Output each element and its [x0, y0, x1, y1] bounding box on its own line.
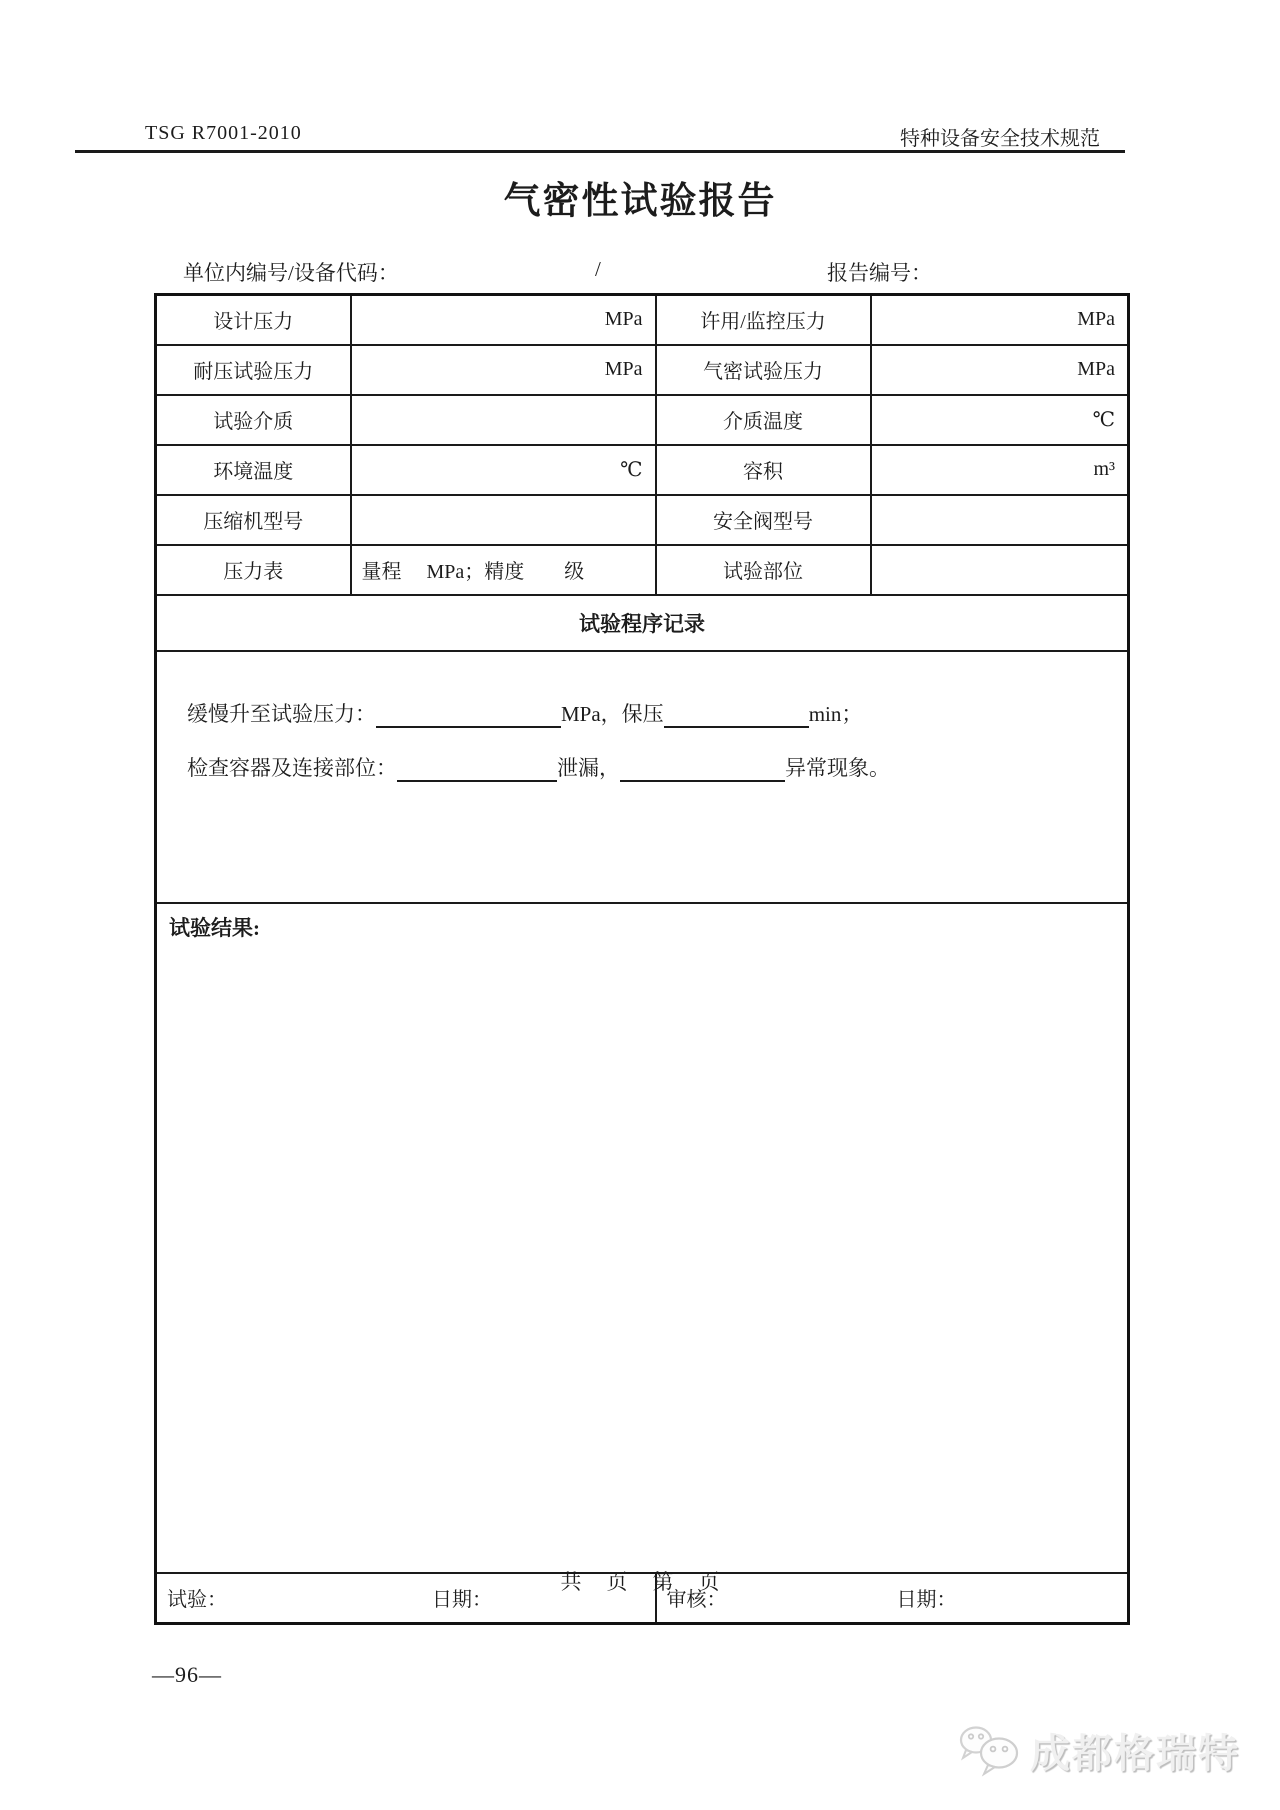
procedure-line2-part1: 检查容器及连接部位： — [187, 755, 397, 780]
field-value-test-location — [871, 545, 1129, 595]
procedure-line2-part3: 异常现象。 — [785, 755, 890, 780]
field-label-safety-valve-model: 安全阀型号 — [656, 495, 871, 545]
report-title: 气密性试验报告 — [503, 181, 777, 222]
field-value-safety-valve-model — [871, 495, 1129, 545]
procedure-line1-part2: MPa，保压 — [561, 701, 664, 726]
field-label-test-medium: 试验介质 — [156, 395, 351, 445]
table-row — [156, 495, 1129, 545]
table-row — [156, 295, 1129, 345]
field-value-proof-test-pressure: MPa — [351, 345, 656, 395]
doc-code: TSG R7001-2010 — [145, 122, 302, 144]
page-count-line: 共 页 第 页 — [560, 1570, 722, 1594]
test-result-cell — [156, 903, 1129, 1573]
procedure-line1-part1: 缓慢升至试验压力： — [187, 701, 376, 726]
test-result-label: 试验结果: — [169, 915, 260, 940]
result-row — [156, 903, 1129, 1573]
field-value-medium-temperature: ℃ — [871, 395, 1129, 445]
fill-blank — [397, 760, 557, 782]
device-code-label: 单位内编号/设备代码： — [183, 261, 399, 285]
table-row — [156, 445, 1129, 495]
procedure-section-title: 试验程序记录 — [156, 595, 1129, 651]
table-row — [156, 545, 1129, 595]
device-code-slash: / — [595, 257, 601, 281]
table-row — [156, 395, 1129, 445]
procedure-line-1 — [187, 698, 1127, 728]
field-label-pressure-gauge: 压力表 — [156, 545, 351, 595]
field-label-proof-test-pressure: 耐压试验压力 — [156, 345, 351, 395]
meta-line — [155, 257, 1127, 291]
procedure-record-cell — [156, 651, 1129, 903]
watermark — [956, 1722, 1240, 1779]
fill-blank — [664, 706, 809, 728]
field-label-compressor-model: 压缩机型号 — [156, 495, 351, 545]
field-value-test-medium — [351, 395, 656, 445]
field-value-volume: m³ — [871, 445, 1129, 495]
field-label-ambient-temperature: 环境温度 — [156, 445, 351, 495]
field-label-medium-temperature: 介质温度 — [656, 395, 871, 445]
procedure-line2-part2: 泄漏， — [557, 755, 620, 780]
procedure-header-row — [156, 595, 1129, 651]
page-number: —96— — [152, 1662, 222, 1687]
reviewer-label: 审核： — [666, 1589, 727, 1611]
reviewer-date-label: 日期： — [896, 1589, 957, 1611]
tester-date-label: 日期： — [432, 1589, 492, 1611]
field-value-allowed-pressure: MPa — [871, 295, 1129, 345]
tester-label: 试验： — [167, 1589, 227, 1611]
field-label-test-location: 试验部位 — [656, 545, 871, 595]
fill-blank — [376, 706, 561, 728]
field-label-allowed-pressure: 许用/监控压力 — [656, 295, 871, 345]
field-value-compressor-model — [351, 495, 656, 545]
header-rule — [75, 150, 1125, 153]
procedure-line1-part3: min； — [808, 701, 863, 726]
report-no-label: 报告编号： — [827, 261, 932, 285]
fill-blank — [620, 760, 785, 782]
procedure-line-2 — [187, 752, 1127, 782]
field-value-gauge-spec: 量程 MPa；精度 级 — [351, 545, 656, 595]
field-label-design-pressure: 设计压力 — [156, 295, 351, 345]
field-label-airtight-test-pressure: 气密试验压力 — [656, 345, 871, 395]
field-value-airtight-test-pressure: MPa — [871, 345, 1129, 395]
field-label-volume: 容积 — [656, 445, 871, 495]
field-value-design-pressure: MPa — [351, 295, 656, 345]
watermark-text: 成都格瑞特 — [1030, 1731, 1240, 1776]
report-table — [154, 293, 1130, 1625]
field-value-ambient-temperature: ℃ — [351, 445, 656, 495]
procedure-body-row — [156, 651, 1129, 903]
table-row — [156, 345, 1129, 395]
doc-spec-title: 特种设备安全技术规范 — [900, 128, 1100, 150]
wechat-logo-icon — [956, 1724, 1022, 1778]
